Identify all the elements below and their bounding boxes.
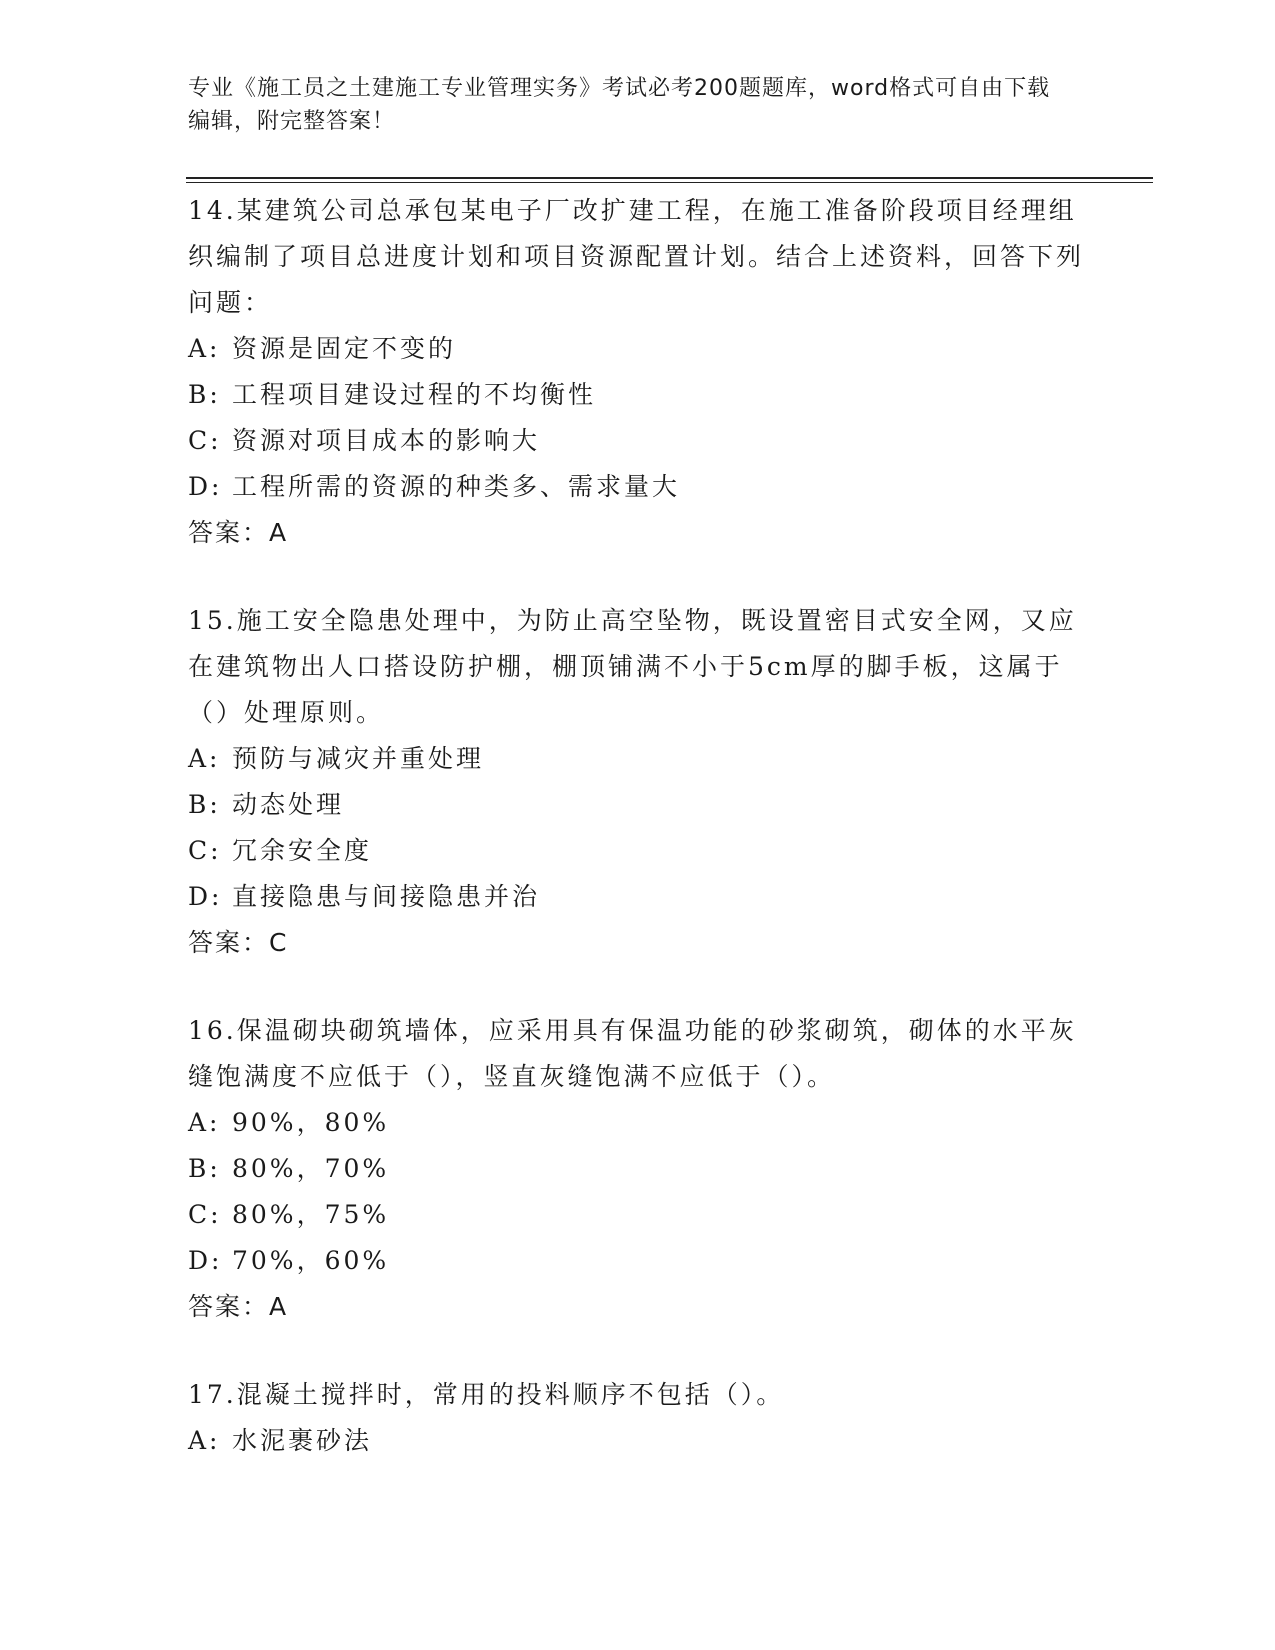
option-d (188, 464, 1088, 510)
question-17 (188, 1372, 1088, 1464)
option-letter: A: (188, 744, 221, 773)
option-text: 资源对项目成本的影响大 (232, 426, 541, 455)
option-text: 80%，75% (232, 1200, 390, 1229)
option-text: 直接隐患与间接隐患并治 (232, 882, 541, 911)
option-b (188, 1146, 1088, 1192)
option-letter: C: (188, 426, 222, 455)
option-text: 预防与减灾并重处理 (232, 744, 485, 773)
option-b (188, 782, 1088, 828)
answer-line: 答案：C (188, 928, 289, 957)
option-text: 动态处理 (232, 790, 345, 819)
option-letter: D: (188, 472, 223, 501)
option-letter: D: (188, 882, 223, 911)
option-a (188, 1100, 1088, 1146)
option-text: 70%，60% (232, 1246, 390, 1275)
question-spacer (188, 556, 1088, 598)
option-b (188, 372, 1088, 418)
option-text: 80%，70% (232, 1154, 390, 1183)
option-text: 水泥裹砂法 (232, 1426, 373, 1455)
question-list (188, 188, 1088, 1464)
option-a (188, 1418, 1088, 1464)
option-letter: A: (188, 334, 221, 363)
option-text: 90%，80% (232, 1108, 390, 1137)
option-d (188, 1238, 1088, 1284)
option-letter: B: (188, 380, 221, 409)
option-c (188, 1192, 1088, 1238)
answer-line: 答案：A (188, 518, 289, 547)
answer-line: 答案：A (188, 1292, 289, 1321)
question-stem: 17.混凝土搅拌时，常用的投料顺序不包括（）。 (188, 1380, 785, 1409)
option-letter: B: (188, 790, 221, 819)
option-text: 工程项目建设过程的不均衡性 (232, 380, 597, 409)
question-spacer (188, 1330, 1088, 1372)
option-a (188, 326, 1088, 372)
option-letter: A: (188, 1108, 221, 1137)
option-text: 工程所需的资源的种类多、需求量大 (232, 472, 681, 501)
question-stem: 16.保温砌块砌筑墙体，应采用具有保温功能的砂浆砌筑，砌体的水平灰缝饱满度不应低于（），竖直灰缝饱满不应低于（）。 (188, 1016, 1077, 1091)
option-a (188, 736, 1088, 782)
question-spacer (188, 966, 1088, 1008)
option-text: 资源是固定不变的 (232, 334, 457, 363)
question-14 (188, 188, 1088, 556)
option-letter: C: (188, 836, 222, 865)
option-text: 冗余安全度 (232, 836, 373, 865)
question-16 (188, 1008, 1088, 1330)
option-letter: A: (188, 1426, 221, 1455)
question-stem: 14.某建筑公司总承包某电子厂改扩建工程，在施工准备阶段项目经理组织编制了项目总进度计划和项目资源配置计划。结合上述资料，回答下列问题： (188, 196, 1085, 317)
option-d (188, 874, 1088, 920)
header-rule-thin (186, 182, 1153, 183)
option-letter: B: (188, 1154, 221, 1183)
document-header: 专业《施工员之土建施工专业管理实务》考试必考200题题库，word格式可自由下载编辑，附完整答案！ (188, 76, 1051, 134)
option-letter: D: (188, 1246, 223, 1275)
option-letter: C: (188, 1200, 222, 1229)
header-rule-thick (186, 177, 1153, 179)
question-15 (188, 598, 1088, 966)
option-c (188, 828, 1088, 874)
question-stem: 15.施工安全隐患处理中，为防止高空坠物，既设置密目式安全网，又应在建筑物出人口搭设防护棚，棚顶铺满不小于5cm厚的脚手板，这属于（）处理原则。 (188, 606, 1077, 727)
option-c (188, 418, 1088, 464)
